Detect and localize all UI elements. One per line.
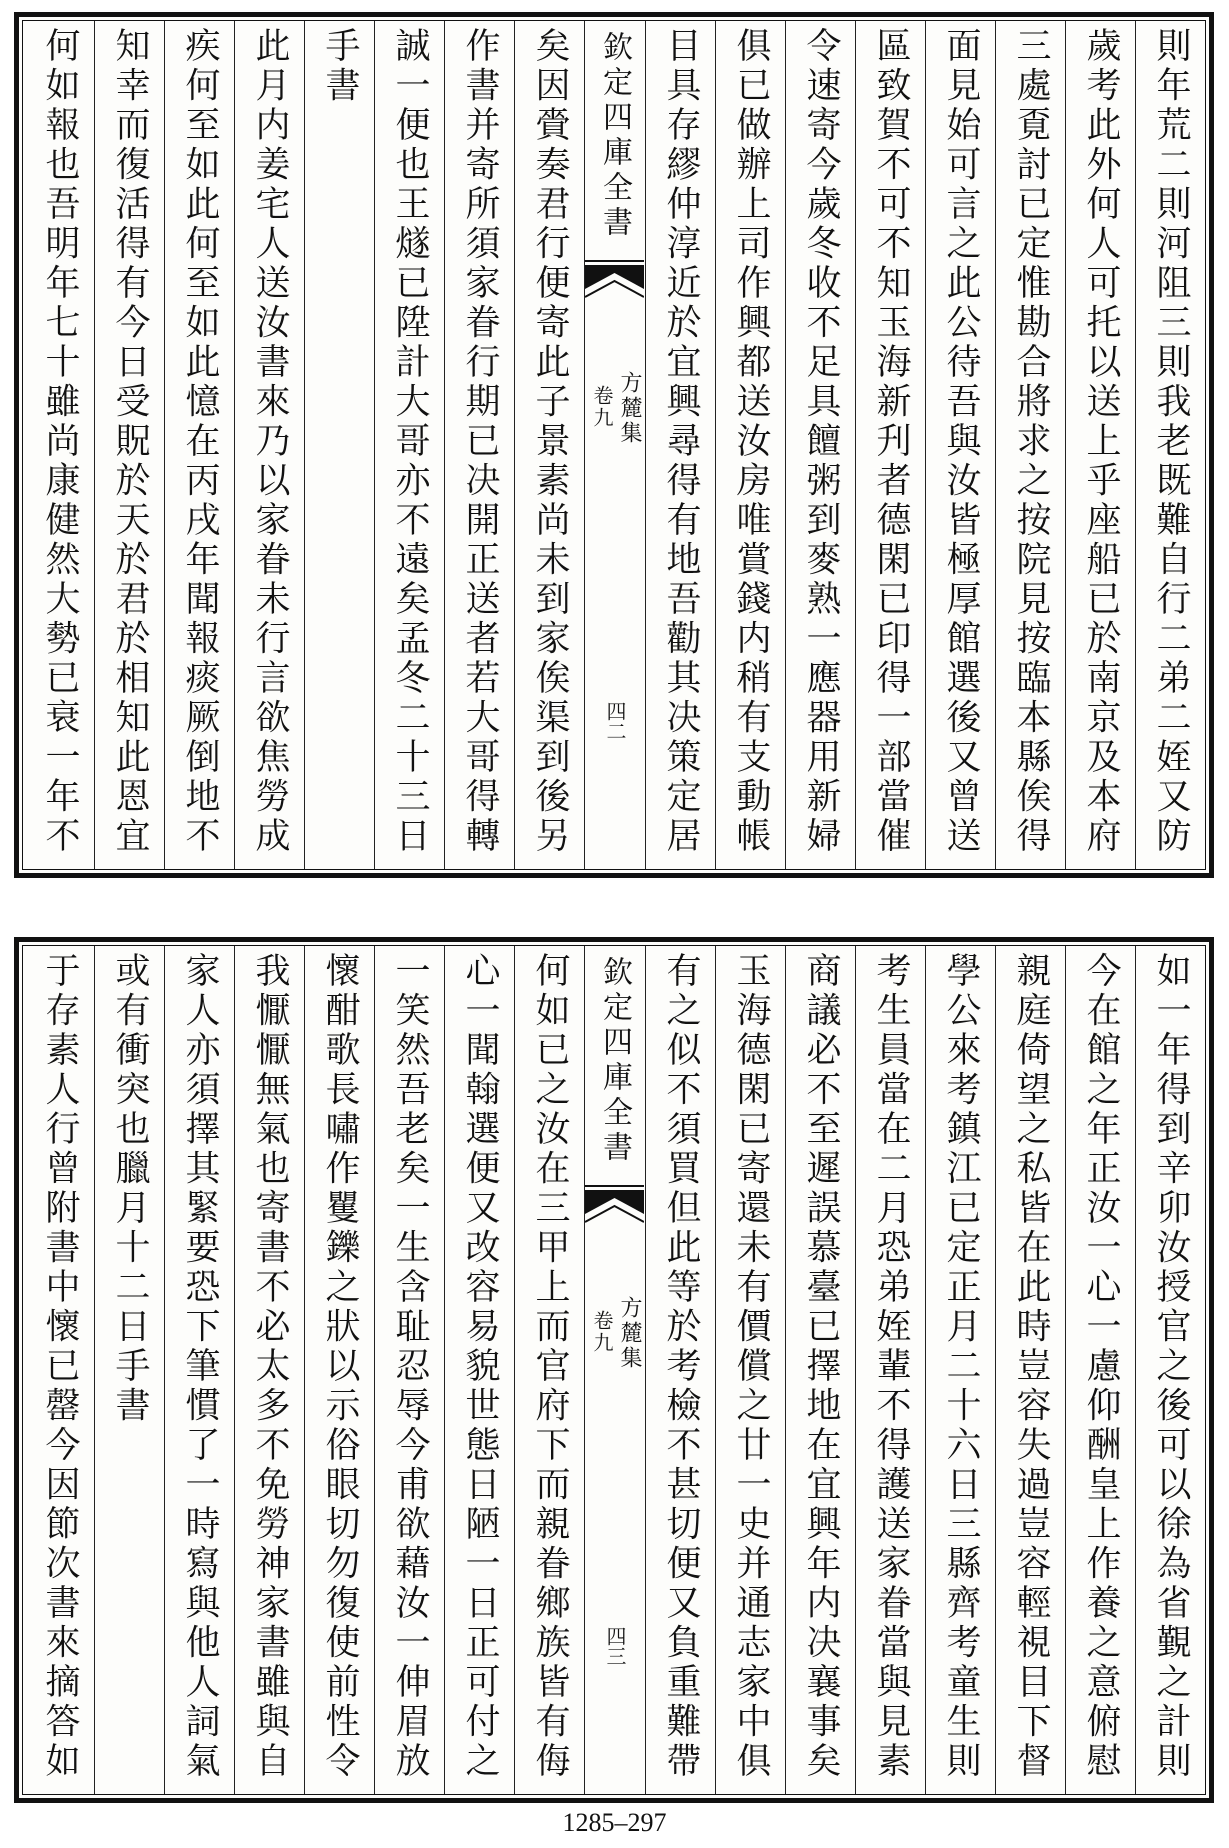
fishtail-mark-icon [585,1184,644,1230]
text-column: 何如報也吾明年七十雖尚康健然大勢已衰一年不 [40,27,80,857]
text-column: 目具存繆仲淳近於宜興尋得有地吾勸其决策定居 [645,21,715,869]
text-column: 俱已做辦上司作興都送汝房唯賞錢内稍有支動帳 [715,21,785,869]
text-column: 則年荒二則河阻三則我老既難自行二弟二姪又防 [1135,21,1205,869]
text-column: 學公來考鎮江已定正月二十六日三縣齊考童生則 [925,946,995,1794]
text-column: 今在館之年正汝一心一慮仰酬皇上作養之意俯慰 [1065,946,1135,1794]
text-column: 歲考此外何人可托以送上乎座船已於南京及本府 [1065,21,1135,869]
text-column: 心一聞翰選便又改容易貌世態日陋一日正可付之 [444,946,514,1794]
text-column: 懷酣歌長嘯作矍鑠之狀以示俗眼切勿復使前性令 [304,946,374,1794]
text-column: 疾何至如此何至如此憶在丙戌年聞報痰厥倒地不 [164,21,234,869]
center-fold-column [584,21,645,869]
book-title: 方麓集 [617,371,642,446]
text-column: 商議必不至遲誤慕臺已擇地在宜興年内决襄事矣 [785,946,855,1794]
leaf-frame [22,945,1206,1795]
text-column: 面見始可言之此公待吾與汝皆極厚館選後又曾送 [925,21,995,869]
center-title: 欽定四庫全書 [597,31,632,241]
text-column: 我懨懨無氣也寄書不必太多不免勞神家書雖與自 [234,946,304,1794]
book-title: 方麓集 [617,1296,642,1371]
text-column: 于存素人行曾附書中懷已罄今因節次書來摘答如 [40,952,80,1782]
text-column: 有之似不須買但此等於考檢不甚切便又負重難帶 [645,946,715,1794]
leaf-number: 四二 [603,701,627,741]
text-column: 考生員當在二月恐弟姪輩不得護送家眷當與見素 [855,946,925,1794]
text-column: 手書 [304,21,374,869]
text-column: 三處覔討已定惟勘合將求之按院見按臨本縣俟得 [995,21,1065,869]
center-fold-column [584,946,645,1794]
text-column: 此月内姜宅人送汝書來乃以家眷未行言欲焦勞成 [234,21,304,869]
fishtail-mark-icon [585,259,644,305]
leaf-lower [14,937,1214,1803]
page-reference-number: 1285–297 [562,1808,667,1837]
leaf-number: 四三 [603,1626,627,1666]
text-column: 令速寄今歲冬收不足具饘粥到麥熟一應器用新婦 [785,21,855,869]
text-column: 矣因賫奏君行便寄此子景素尚未到家俟渠到後另 [514,21,584,869]
text-column: 誠一便也王燧已陞計大哥亦不遠矣孟冬二十三日 [374,21,444,869]
text-column: 何如已之汝在三甲上而官府下而親眷鄉族皆有侮 [514,946,584,1794]
leaf-upper [14,12,1214,878]
center-title: 欽定四庫全書 [597,956,632,1166]
text-column: 如一年得到辛卯汝授官之後可以徐為省覲之計則 [1135,946,1205,1794]
volume-label: 卷九 [590,385,614,429]
text-column: 家人亦須擇其緊要恐下筆慣了一時寫與他人詞氣 [164,946,234,1794]
volume-label: 卷九 [590,1310,614,1354]
text-column: 作書并寄所須家眷行期已决開正送者若大哥得轉 [444,21,514,869]
text-column: 玉海德閑已寄還未有價償之廿一史并通志家中俱 [715,946,785,1794]
text-column: 一笑然吾老矣一生含耻忍辱今甫欲藉汝一伸眉放 [374,946,444,1794]
text-column: 或有衝突也臘月十二日手書 [94,946,164,1794]
text-column: 親庭倚望之私皆在此時豈容失過豈容輕視目下督 [995,946,1065,1794]
leaf-frame [22,20,1206,870]
text-column: 知幸而復活得有今日受貺於天於君於相知此恩宜 [94,21,164,869]
text-column: 區致賀不可不知玉海新刋者德閑已印得一部當催 [855,21,925,869]
